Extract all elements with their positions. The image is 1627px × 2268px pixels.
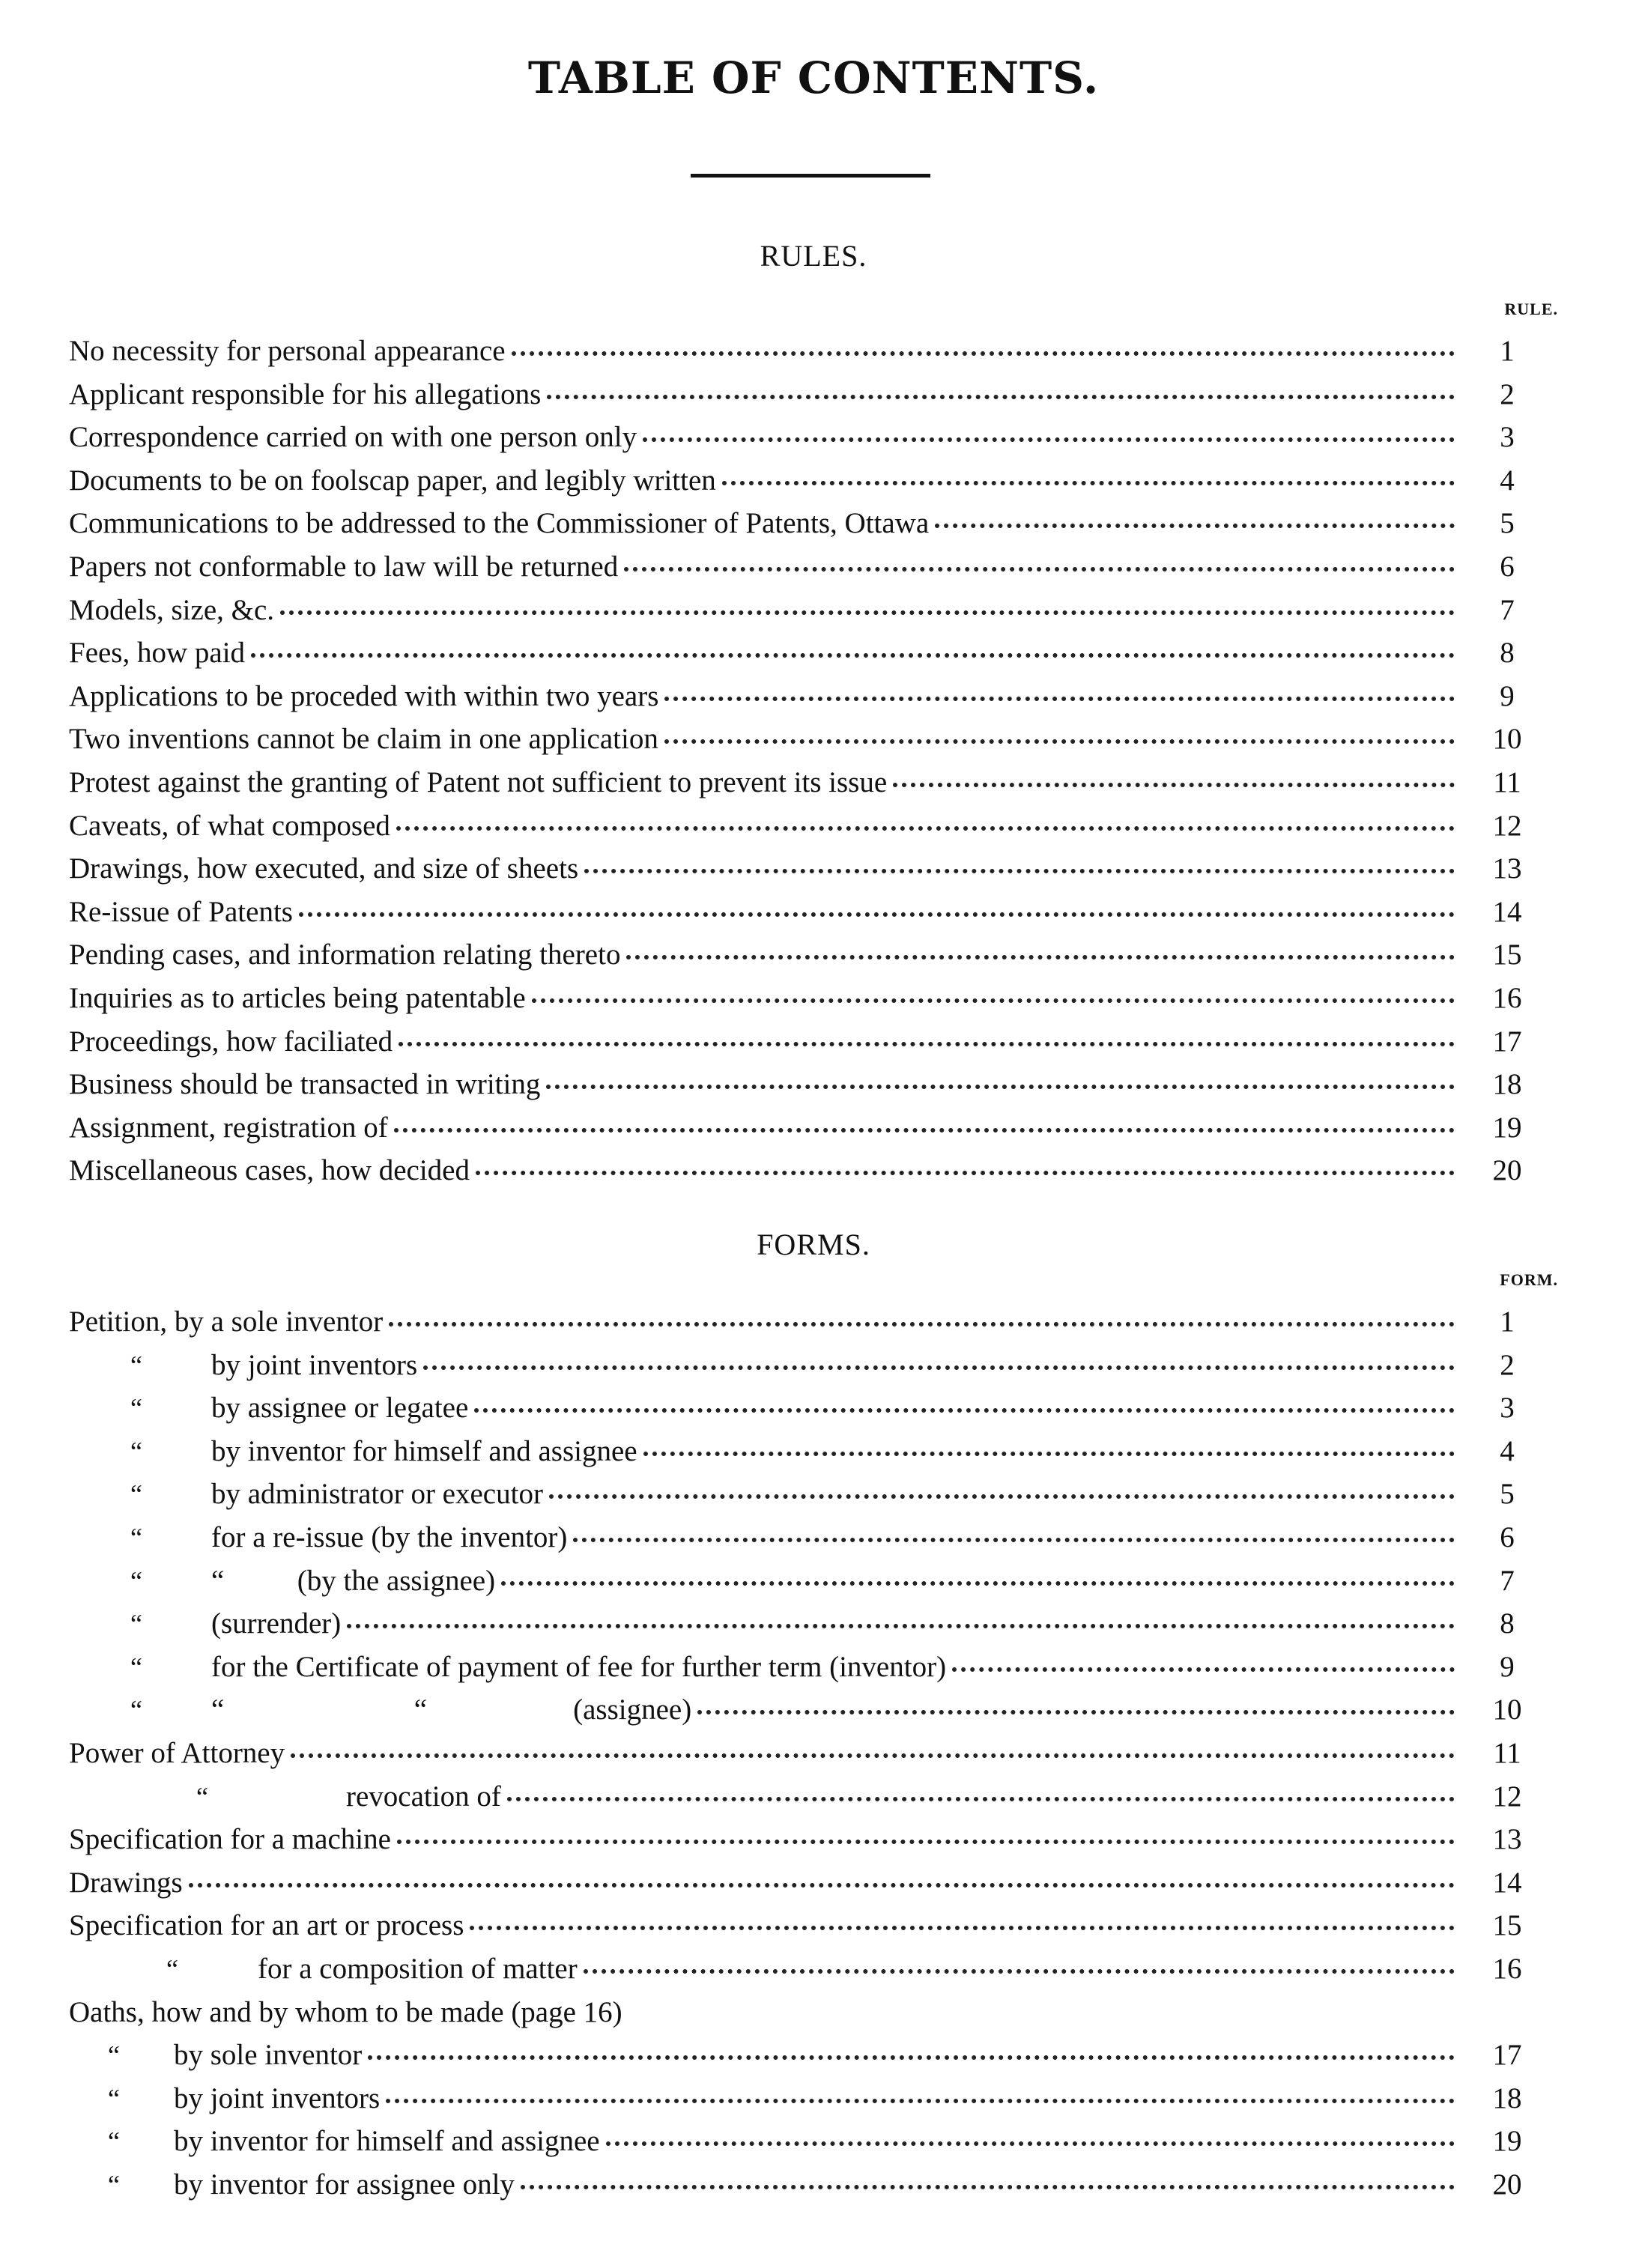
form-entry [69,2034,1530,2077]
entry-number: 9 [1500,679,1515,712]
dot-leader [299,912,1455,917]
rule-entry [69,589,1530,632]
ditto-mark: “ [130,1479,142,1510]
entry-label: for a re-issue (by the inventor) [211,1521,568,1553]
entry-label: by sole inventor [174,2039,363,2072]
dot-leader [573,1538,1455,1542]
rule-entry [69,718,1530,761]
rule-entry [69,1106,1530,1150]
ditto-mark: “ [166,1954,178,1984]
dot-leader [935,524,1455,528]
form-entry [69,1991,1530,2034]
entry-number: 16 [1492,1953,1522,1985]
entry-number: 1 [1500,335,1515,367]
dot-leader [470,1926,1455,1930]
entry-number: 8 [1500,637,1515,670]
dot-leader [347,1624,1455,1628]
rule-entry [69,1020,1530,1064]
entry-label: Specification for an art or process [69,1909,464,1942]
forms-column-label: FORM. [1500,1270,1558,1289]
entry-number: 12 [1492,809,1522,842]
entry-number: 11 [1493,766,1521,798]
entry-label: Re-issue of Patents [69,895,293,928]
forms-heading: FORMS. [757,1228,870,1261]
dot-leader [476,1171,1455,1175]
dot-leader [606,2141,1455,2146]
dot-leader [643,1452,1455,1456]
dot-leader [501,1581,1455,1586]
form-entry [69,1300,1530,1344]
dot-leader [643,437,1455,442]
entry-label: Two inventions cannot be claim in one application [69,723,658,756]
rule-entry [69,675,1530,718]
entry-label: Proceedings, how faciliated [69,1025,393,1058]
dot-leader [368,2055,1455,2060]
entry-number: 18 [1492,2081,1522,2114]
entry-label: Drawings, how executed, and size of sheets [69,852,579,885]
dot-leader [547,395,1455,399]
dot-leader [512,351,1455,356]
entry-number: 17 [1492,2039,1522,2072]
entry-label: Drawings [69,1866,183,1899]
dot-leader [893,783,1455,787]
entry-label: Correspondence carried on with one person only [69,421,637,454]
rule-entry [69,631,1530,675]
entry-label: Oaths, how and by whom to be made (page 16) [69,1995,622,2028]
dot-leader [624,567,1455,571]
form-entry [69,1602,1530,1646]
rule-entry [69,330,1530,373]
rule-entry [69,891,1530,934]
entry-number: 10 [1492,1694,1522,1726]
entry-number: 18 [1492,1068,1522,1101]
title-underline-rule [691,174,930,178]
rule-entry [69,416,1530,459]
entry-number: 7 [1500,593,1515,626]
form-entry [69,1430,1530,1473]
entry-label: Pending cases, and information relating thereto [69,939,621,971]
entry-label: Petition, by a sole inventor [69,1306,384,1338]
dot-leader [521,2185,1455,2189]
dot-leader [397,1840,1455,1844]
form-entry [69,1646,1530,1689]
rule-entry [69,804,1530,848]
dot-leader [664,739,1455,744]
rule-entry [69,373,1530,416]
rule-entry [69,977,1530,1020]
dot-leader [722,481,1455,485]
entry-number: 8 [1500,1607,1515,1640]
entry-number: 19 [1492,2125,1522,2158]
entry-label: Communications to be addressed to the Commissioner of Patents, Ottawa [69,507,930,540]
entry-number: 16 [1492,982,1522,1014]
entry-number: 6 [1500,1521,1515,1553]
entry-label: Assignment, registration of [69,1111,388,1144]
entry-label: “ “ (assignee) [211,1694,692,1726]
rule-entry [69,1149,1530,1192]
entry-label: Fees, how paid [69,637,246,670]
dot-leader [389,1322,1455,1326]
form-entry [69,1947,1530,1991]
ditto-mark: “ [130,1695,142,1726]
entry-label: Caveats, of what composed [69,809,390,842]
dot-leader [664,697,1455,701]
entry-label: Applicant responsible for his allegations [69,378,542,410]
form-entry [69,2077,1530,2120]
dot-leader [189,1883,1455,1888]
ditto-mark: “ [108,2126,120,2157]
dot-leader [251,653,1455,658]
entry-label: Power of Attorney [69,1737,285,1769]
entry-label: Papers not conformable to law will be returned [69,551,619,583]
dot-leader [549,1494,1455,1499]
entry-number: 20 [1492,2168,1522,2201]
entry-number: 3 [1500,1392,1515,1425]
rule-entry [69,847,1530,891]
entry-number: 5 [1500,507,1515,540]
dot-leader [399,1042,1455,1046]
form-entry [69,1516,1530,1559]
entry-label: Protest against the granting of Patent not sufficient to prevent its issue [69,766,888,798]
dot-leader [697,1710,1455,1714]
dot-leader [507,1797,1455,1801]
form-entry [69,1775,1530,1819]
ditto-mark: “ [108,2083,120,2114]
entry-label: Miscellaneous cases, how decided [69,1154,470,1187]
entry-label: Models, size, &c. [69,593,275,626]
entry-number: 15 [1492,939,1522,971]
entry-label: for a composition of matter [258,1953,578,1985]
form-entry [69,1344,1530,1387]
entry-label: revocation of [346,1780,501,1813]
entry-number: 13 [1492,1823,1522,1856]
entry-number: 10 [1492,723,1522,756]
entry-number: 1 [1500,1306,1515,1338]
dot-leader [291,1753,1455,1758]
dot-leader [280,610,1455,615]
entry-label: by administrator or executor [211,1478,543,1511]
entry-label: Inquiries as to articles being patentable [69,982,526,1014]
form-entry [69,1732,1530,1775]
ditto-mark: “ [196,1781,208,1812]
rule-entry [69,1063,1530,1106]
rule-entry [69,761,1530,804]
rule-entry [69,933,1530,977]
entry-number: 4 [1500,464,1515,497]
entry-label: Business should be transacted in writing [69,1068,541,1101]
ditto-mark: “ [130,1436,142,1467]
form-entry [69,1386,1530,1430]
entry-label: by joint inventors [211,1348,418,1381]
rules-heading: RULES. [760,239,867,273]
page-title: TABLE OF CONTENTS. [527,52,1100,103]
rule-entry [69,459,1530,503]
entry-label: (surrender) [211,1607,342,1640]
entry-number: 14 [1492,1866,1522,1899]
form-entry [69,2120,1530,2163]
entry-number: 5 [1500,1478,1515,1511]
dot-leader [952,1667,1455,1672]
entry-number: 12 [1492,1780,1522,1813]
entry-number: 15 [1492,1909,1522,1942]
entry-number: 3 [1500,421,1515,454]
entry-number: 14 [1492,895,1522,928]
rule-entry [69,545,1530,589]
ditto-mark: “ [130,1609,142,1640]
dot-leader [584,1969,1455,1974]
entry-label: Documents to be on foolscap paper, and legibly written [69,464,716,497]
entry-number: 13 [1492,852,1522,885]
dot-leader [474,1408,1455,1413]
entry-label: Specification for a machine [69,1823,391,1856]
entry-number: 9 [1500,1650,1515,1683]
entry-number: 6 [1500,551,1515,583]
entry-label: for the Certificate of payment of fee for further term (inventor) [211,1650,947,1683]
entry-label: by inventor for himself and assignee [174,2125,600,2158]
entry-number: 4 [1500,1434,1515,1467]
form-entry [69,1904,1530,1947]
dot-leader [394,1128,1455,1133]
form-entry [69,1473,1530,1516]
entry-label: by joint inventors [174,2081,381,2114]
entry-label: by inventor for assignee only [174,2168,515,2201]
rule-entry [69,502,1530,545]
dot-leader [584,869,1455,873]
entry-number: 17 [1492,1025,1522,1058]
entry-number: 11 [1493,1737,1521,1769]
form-entry [69,1559,1530,1603]
entry-number: 19 [1492,1111,1522,1144]
ditto-mark: “ [108,2170,120,2200]
dot-leader [546,1085,1455,1089]
ditto-mark: “ [130,1350,142,1380]
form-entry [69,1688,1530,1732]
dot-leader [396,826,1455,831]
ditto-mark: “ [130,1565,142,1596]
entry-number: 2 [1500,1348,1515,1381]
form-entry [69,1861,1530,1905]
entry-label: Applications to be proceded with within two years [69,679,659,712]
entry-label: No necessity for personal appearance [69,335,506,367]
ditto-mark: “ [130,1652,142,1682]
ditto-mark: “ [130,1393,142,1424]
form-entry [69,1818,1530,1861]
ditto-mark: “ [108,2040,120,2071]
entry-number: 7 [1500,1564,1515,1597]
ditto-mark: “ [130,1523,142,1553]
entry-number: 20 [1492,1154,1522,1187]
dot-leader [386,2099,1455,2103]
dot-leader [532,998,1455,1003]
entry-label: by assignee or legatee [211,1392,469,1425]
dot-leader [626,955,1455,959]
entry-number: 2 [1500,378,1515,410]
dot-leader [423,1365,1455,1370]
entry-label: “ (by the assignee) [211,1564,496,1597]
rules-column-label: RULE. [1504,300,1558,318]
form-entry [69,2163,1530,2207]
entry-label: by inventor for himself and assignee [211,1434,637,1467]
